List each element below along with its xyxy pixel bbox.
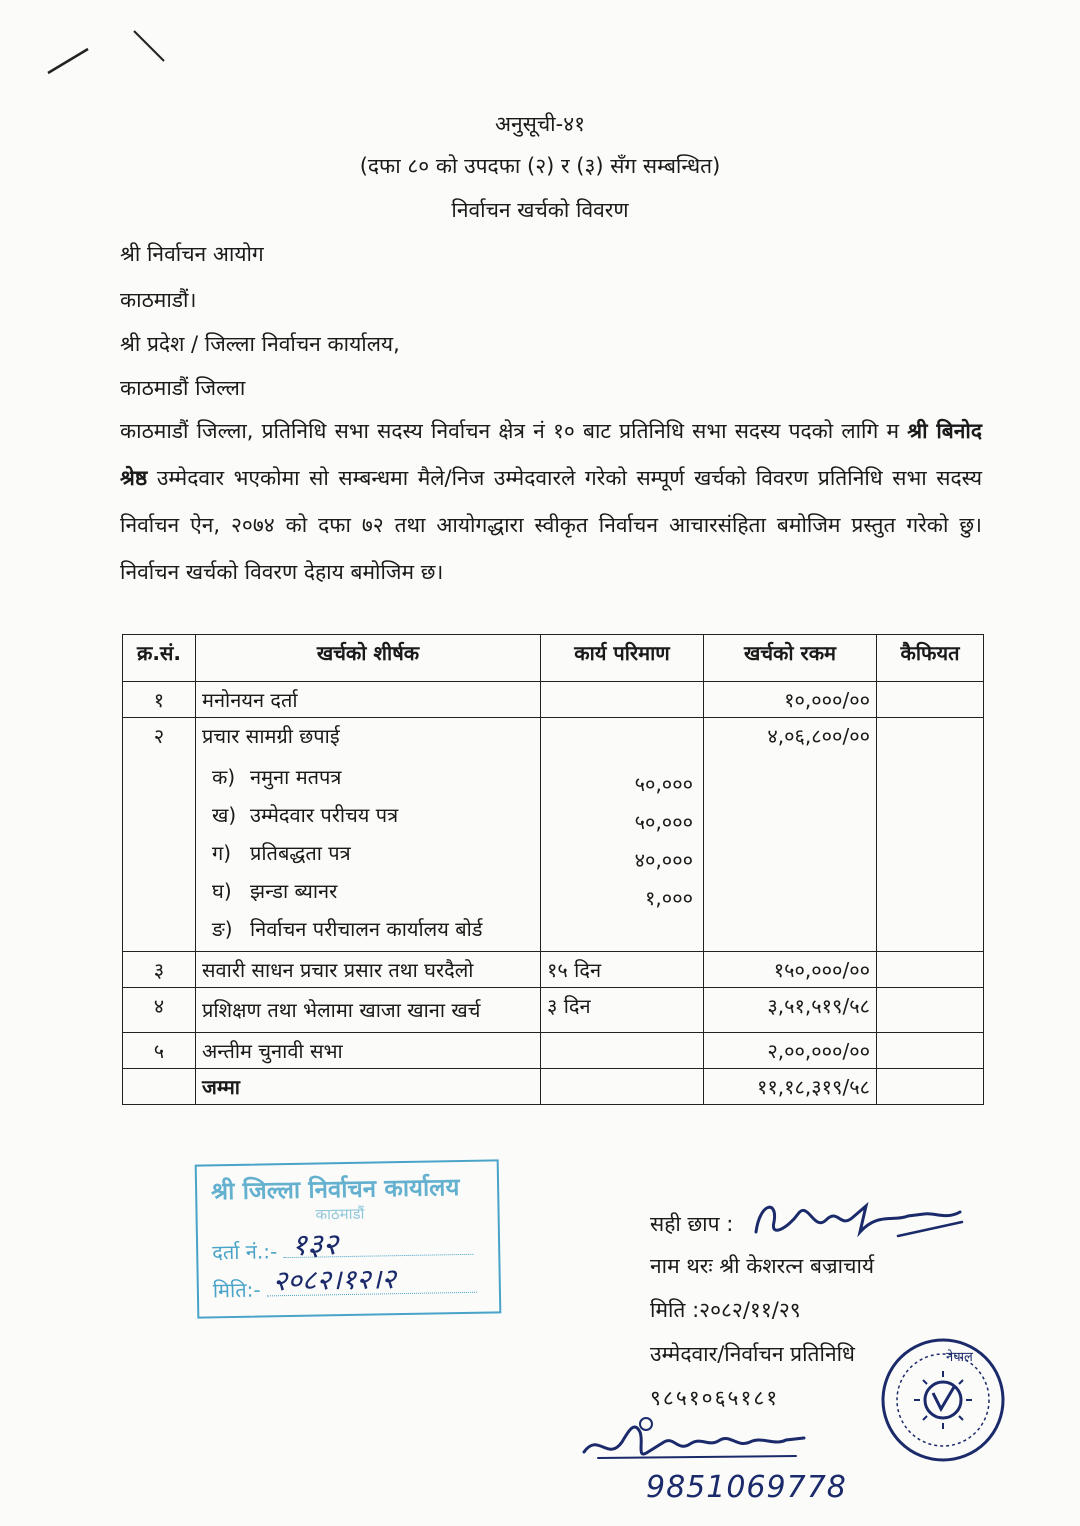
row-amount: ४,०६,८००/०० [704,718,877,952]
recipient-line-1: श्री निर्वाचन आयोग [120,242,264,266]
handwritten-phone: 9851069778 [646,1470,847,1505]
table-row [123,718,984,952]
seal-text: नेपाल [946,1350,973,1365]
expense-table [122,634,984,1105]
row-remarks [877,988,984,1033]
stamp-date-label: मिति:- [212,1277,261,1303]
document-title: निर्वाचन खर्चको विवरण [451,198,629,222]
recipient-line-2: काठमाडौं। [120,288,197,312]
sub-item-label: प्रतिबद्धता पत्र [250,840,351,865]
sub-item-letter: क) [212,764,236,789]
sub-item-list [202,757,534,947]
signer-name: नाम थरः श्री केशरत्न बज्राचार्य [650,1254,875,1278]
row-amount: ३,५१,५१९/५८ [704,988,877,1033]
sub-item-qty: १,००० [645,885,693,910]
sub-qty-list [547,764,697,916]
section-reference: (दफा ८० को उपदफा (२) र (३) सँग सम्बन्धित) [359,154,721,178]
row-head: सवारी साधन प्रचार प्रसार तथा घरदैलो [196,952,541,988]
stamp-office: श्री जिल्ला निर्वाचन कार्यालय [210,1173,460,1206]
list-item [202,871,534,909]
schedule-number: अनुसूची-४१ [494,112,586,136]
body-part-1: काठमाडौं जिल्ला, प्रतिनिधि सभा सदस्य निर्वाचन क्षेत्र नं १० बाट प्रतिनिधि सभा सदस्य पदको लागि म [120,419,908,443]
sub-item-letter: ग) [212,840,232,865]
total-row [123,1069,984,1105]
table-row [123,1033,984,1069]
sub-item-letter: ङ) [212,916,233,941]
total-amount: ११,१८,३१९/५८ [704,1069,877,1105]
table-row [123,952,984,988]
signature-scribble-icon [748,1192,968,1246]
row-amount: २,००,०००/०० [704,1033,877,1069]
row-sn: ५ [123,1033,196,1069]
row-qty [541,1033,704,1069]
stamp-date-value: २०८२।१२।२ [272,1262,397,1298]
row-head: अन्तीम चुनावी सभा [196,1033,541,1069]
row-head-with-items [196,718,541,952]
row-sn: ३ [123,952,196,988]
row-remarks [877,1033,984,1069]
total-qty-empty [541,1069,704,1105]
total-empty-cell [123,1069,196,1105]
body-paragraph [120,408,982,596]
row-qty [541,682,704,718]
candidate-signature-icon [578,1412,818,1472]
recipient-line-4: काठमाडौं जिल्ला [120,376,246,400]
total-label: जम्मा [196,1069,541,1105]
recipient-line-3: श्री प्रदेश / जिल्ला निर्वाचन कार्यालय, [120,332,400,356]
header-head: खर्चको शीर्षक [196,635,541,682]
row-qty: ३ दिन [541,988,704,1033]
header-remarks: कैफियत [877,635,984,682]
stamp-reg-number: १३२ [291,1227,339,1263]
sub-item-label: निर्वाचन परीचालन कार्यालय बोर्ड [250,916,483,941]
row-amount: १५०,०००/०० [704,952,877,988]
sub-item-label: नमुना मतपत्र [250,764,342,789]
row-amount: १०,०००/०० [704,682,877,718]
stamp-reg-label: दर्ता नं.:- [212,1239,278,1265]
header-qty: कार्य परिमाण [541,635,704,682]
header-amount: खर्चको रकम [704,635,877,682]
stamp-place: काठमाडौं [315,1204,365,1224]
sub-item-letter: ख) [212,802,237,827]
signer-role: उम्मेदवार/निर्वाचन प्रतिनिधि [650,1342,855,1366]
row-head: प्रशिक्षण तथा भेलामा खाजा खाना खर्च [196,988,541,1033]
row-remarks [877,682,984,718]
header-sn: क्र.सं. [123,635,196,682]
signature-label: सही छाप : [650,1212,734,1236]
stamp-date-field [267,1262,477,1298]
row-head: प्रचार सामग्री छपाई [202,724,340,748]
row-sn: १ [123,682,196,718]
sub-item-label: झन्डा ब्यानर [250,878,338,903]
table-header-row [123,635,984,682]
sub-item-label: उम्मेदवार परीचय पत्र [250,802,399,827]
stamp-date-line [212,1262,477,1304]
list-item [202,833,534,871]
row-sn: २ [123,718,196,952]
row-head: मनोनयन दर्ता [196,682,541,718]
pen-mark-icon [40,25,180,85]
row-remarks [877,718,984,952]
list-item [202,757,534,795]
table-row [123,988,984,1033]
list-item [202,909,534,947]
registration-stamp [195,1159,502,1318]
sub-item-qty: ५०,००० [634,809,693,834]
candidate-name: श्री बिनोद श्रेष्ठ [120,419,983,490]
total-remarks-empty [877,1069,984,1105]
row-qty-list [541,718,704,952]
sub-item-qty: ४०,००० [634,847,693,872]
row-sn: ४ [123,988,196,1033]
list-item [202,795,534,833]
signer-phone: ९८५१०६५१८१ [650,1386,780,1410]
sub-item-qty: ५०,००० [634,771,693,796]
table-row [123,682,984,718]
stamp-reg-field [283,1227,473,1263]
party-seal-icon [878,1335,1008,1465]
row-remarks [877,952,984,988]
row-qty: १५ दिन [541,952,704,988]
signature-date: मिति :२०८२/११/२९ [650,1298,801,1322]
body-part-2: उम्मेदवार भएकोमा सो सम्बन्धमा मैले/निज उम्मेदवारले गरेको सम्पूर्ण खर्चको विवरण प्रतिनिधि सभा सदस्य निर्वाचन ऐन, २०७४ को दफा ७२ तथा आयोगद्धारा स्वीकृत निर्वाचन आचारसंहिता बमोजिम प्रस्तुत गरेको छु। निर्वाचन खर्चको विवरण देहाय बमोजिम छ। [120,466,982,584]
sub-item-letter: घ) [212,878,232,903]
